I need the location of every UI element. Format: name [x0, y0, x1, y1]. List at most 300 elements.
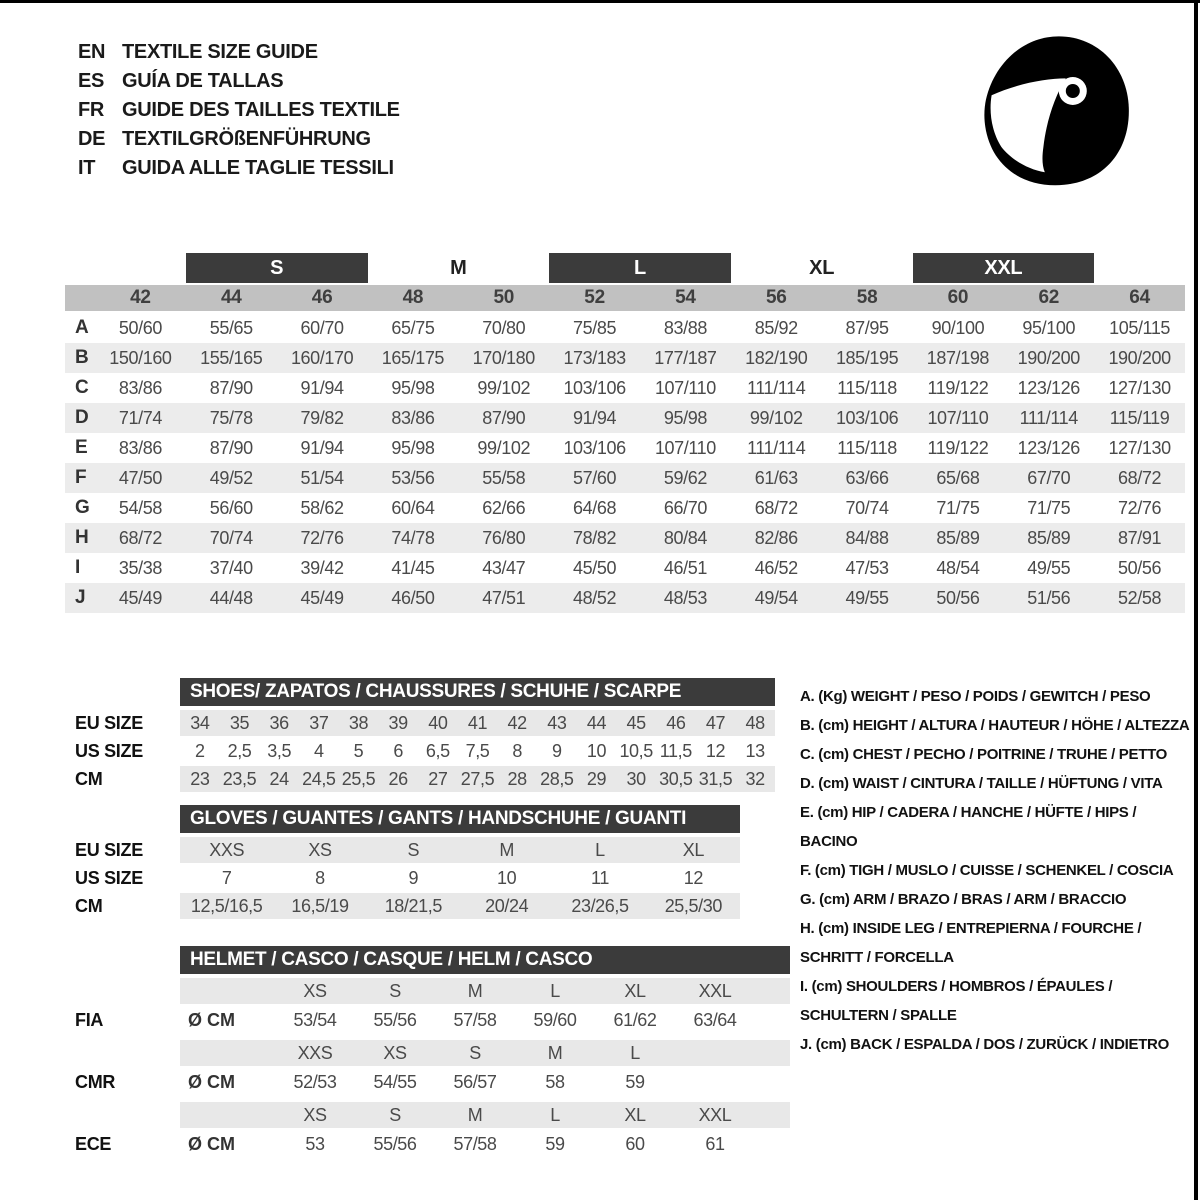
- helmet-table: [180, 946, 790, 1164]
- measure-value: 71/74: [118, 407, 162, 428]
- shoes-title: SHOES/ ZAPATOS / CHAUSSURES / SCHUHE / SCARPE: [180, 678, 775, 706]
- size-value: 10: [497, 867, 517, 888]
- helmet-value: 59: [545, 1133, 565, 1154]
- size-number-row: [65, 285, 1185, 311]
- measure-value: 87/91: [1118, 527, 1162, 548]
- measure-value: 68/72: [1118, 467, 1162, 488]
- size-value: 9: [408, 867, 419, 888]
- measure-value: 119/122: [927, 437, 989, 458]
- legend-list: [800, 682, 1192, 1059]
- measure-value: 48/54: [936, 557, 980, 578]
- shoes-table: [180, 678, 775, 794]
- measure-value: 115/118: [837, 377, 897, 398]
- measure-value: 95/98: [663, 407, 707, 428]
- measure-value: 95/98: [391, 437, 435, 458]
- measure-value: 87/90: [209, 377, 253, 398]
- size-number: 44: [220, 287, 242, 308]
- helmet-value: 55/56: [373, 1009, 417, 1030]
- helmet-value: 57/58: [453, 1133, 497, 1154]
- measure-value: 123/126: [1017, 377, 1080, 398]
- size-value: 39: [388, 712, 408, 733]
- size-value: 18/21,5: [384, 895, 442, 916]
- measure-value: 99/102: [749, 407, 803, 428]
- measure-value: 62/66: [482, 497, 526, 518]
- size-group-xxl: XXL: [913, 253, 1095, 283]
- measure-value: 43/47: [482, 557, 526, 578]
- measure-value: 84/88: [845, 527, 889, 548]
- shoes-table-rows: [180, 710, 775, 792]
- language-code: ES: [78, 70, 105, 92]
- helmet-size: XXL: [698, 980, 732, 1001]
- helmet-size-header-cmr: [180, 1040, 790, 1066]
- helmet-value: 53: [305, 1133, 325, 1154]
- size-value: 31,5: [698, 768, 733, 789]
- helmet-value: 58: [545, 1071, 565, 1092]
- measure-value: 63/66: [845, 467, 889, 488]
- size-value: 2,5: [227, 740, 252, 761]
- gloves-label-us-size: US SIZE: [75, 867, 143, 888]
- helmet-standard-fia: FIA: [75, 1009, 104, 1030]
- helmet-value: 56/57: [453, 1071, 497, 1092]
- helmet-standard-ece: ECE: [75, 1133, 112, 1154]
- measure-value: 95/98: [391, 377, 435, 398]
- helmet-table-rows: [180, 978, 790, 1158]
- measure-value: 190/200: [1108, 347, 1171, 368]
- size-value: 7,5: [465, 740, 490, 761]
- right-border-line: [1194, 0, 1198, 1200]
- measure-value: 70/74: [209, 527, 253, 548]
- size-value: L: [595, 839, 605, 860]
- size-number: 46: [311, 287, 333, 308]
- measure-value: 107/110: [927, 407, 989, 428]
- language-label: GUIDE DES TAILLES TEXTILE: [122, 99, 400, 121]
- measure-value: 187/198: [926, 347, 990, 368]
- helmet-size: L: [630, 1042, 640, 1063]
- measure-value: 68/72: [754, 497, 798, 518]
- helmet-value: 53/54: [293, 1009, 337, 1030]
- helmet-size: M: [547, 1042, 563, 1063]
- size-value: 5: [353, 740, 364, 761]
- size-value: 46: [666, 712, 686, 733]
- shoes-label-cm: CM: [75, 768, 103, 789]
- language-code: IT: [78, 157, 96, 179]
- spacer: [75, 1102, 180, 1130]
- size-value: 32: [745, 768, 765, 789]
- helmet-size: XXS: [297, 1042, 333, 1063]
- size-value: 44: [586, 712, 607, 733]
- size-value: 6,5: [425, 740, 450, 761]
- measure-value: 85/89: [1027, 527, 1071, 548]
- measure-value: 55/58: [482, 467, 526, 488]
- main-size-table: [65, 253, 1185, 613]
- helmet-value: 52/53: [293, 1071, 337, 1092]
- measure-value: 91/94: [300, 377, 344, 398]
- size-number: 58: [856, 287, 878, 308]
- helmet-side-labels: [75, 946, 180, 1164]
- gloves-label-cm: CM: [75, 895, 103, 916]
- size-group-row: [65, 253, 1185, 283]
- measure-value: 57/60: [573, 467, 617, 488]
- gloves-row-cm: [180, 893, 740, 919]
- size-value: 28,5: [540, 768, 574, 789]
- measure-value: 91/94: [300, 437, 344, 458]
- measure-value: 52/58: [1118, 587, 1162, 608]
- gloves-title: GLOVES / GUANTES / GANTS / HANDSCHUHE / GUANTI: [180, 805, 740, 833]
- legend-item: D. (cm) WAIST / CINTURA / TAILLE / HÜFTUNG / VITA: [800, 775, 1163, 792]
- measure-letter: F: [75, 467, 87, 488]
- diameter-unit: Ø CM: [188, 1071, 235, 1092]
- measure-value: 64/68: [573, 497, 617, 518]
- gloves-label-eu-size: EU SIZE: [75, 839, 143, 860]
- size-group-l: L: [549, 253, 731, 283]
- size-group-m: M: [450, 256, 467, 279]
- measure-value: 74/78: [391, 527, 435, 548]
- size-value: XXS: [209, 839, 245, 860]
- legend-item: G. (cm) ARM / BRAZO / BRAS / ARM / BRACCIO: [800, 891, 1127, 908]
- measure-value: 99/102: [477, 437, 531, 458]
- measure-value: 45/50: [573, 557, 617, 578]
- measure-value: 87/95: [845, 317, 889, 338]
- language-row-it: [78, 154, 400, 183]
- helmet-size: S: [389, 980, 401, 1001]
- helmet-size-header-ece: [180, 1102, 790, 1128]
- measure-value: 41/45: [391, 557, 435, 578]
- helmet-size: XS: [303, 1104, 327, 1125]
- size-value: S: [407, 839, 420, 860]
- size-value: 4: [314, 740, 324, 761]
- measure-value: 47/53: [845, 557, 889, 578]
- measure-value: 50/56: [936, 587, 980, 608]
- measure-value: 60/64: [391, 497, 435, 518]
- helmet-value: 55/56: [373, 1133, 417, 1154]
- language-list: [78, 38, 400, 183]
- helmet-size: M: [467, 1104, 483, 1125]
- helmet-value: 61/62: [613, 1009, 657, 1030]
- measure-value: 170/180: [472, 347, 535, 368]
- helmet-value: 54/55: [373, 1071, 417, 1092]
- measure-value: 72/76: [1118, 497, 1162, 518]
- helmet-value: 59: [625, 1071, 645, 1092]
- measure-letter: D: [75, 407, 89, 428]
- measure-value: 83/86: [391, 407, 435, 428]
- measure-value: 51/54: [300, 467, 344, 488]
- measure-value: 48/52: [573, 587, 617, 608]
- size-value: 41: [467, 712, 488, 733]
- helmet-section: [75, 946, 790, 1154]
- size-value: 37: [309, 712, 329, 733]
- size-value: 13: [745, 740, 765, 761]
- measure-value: 49/55: [1027, 557, 1071, 578]
- measure-value: 160/170: [290, 347, 354, 368]
- measure-value: 82/86: [754, 527, 798, 548]
- size-value: 42: [507, 712, 527, 733]
- measure-row-g: [65, 493, 1185, 523]
- measure-value: 72/76: [300, 527, 344, 548]
- size-value: 27,5: [460, 768, 495, 789]
- language-label: GUIDA ALLE TAGLIE TESSILI: [122, 157, 394, 179]
- measure-value: 90/100: [931, 317, 985, 338]
- size-value: 48: [745, 712, 765, 733]
- size-value: 43: [547, 712, 567, 733]
- diameter-unit: Ø CM: [188, 1133, 235, 1154]
- language-code: FR: [78, 99, 105, 121]
- size-value: 40: [428, 712, 448, 733]
- helmet-value: 59/60: [533, 1009, 577, 1030]
- measure-letter: B: [75, 347, 89, 368]
- measure-value: 70/74: [845, 497, 889, 518]
- measure-value: 177/187: [654, 347, 717, 368]
- measure-value: 103/106: [563, 437, 626, 458]
- helmet-size: XS: [303, 980, 327, 1001]
- measure-value: 65/75: [391, 317, 435, 338]
- measure-value: 58/62: [300, 497, 344, 518]
- measure-value: 46/52: [754, 557, 798, 578]
- measure-value: 78/82: [573, 527, 617, 548]
- measure-value: 83/86: [118, 437, 162, 458]
- size-value: 27: [428, 768, 448, 789]
- measure-row-i: [65, 553, 1185, 583]
- size-number: 42: [130, 287, 151, 308]
- measure-value: 49/55: [845, 587, 889, 608]
- size-value: M: [499, 839, 514, 860]
- helmet-size: XL: [624, 1104, 646, 1125]
- language-row-es: [78, 67, 400, 96]
- legend-item: A. (Kg) WEIGHT / PESO / POIDS / GEWITCH / PESO: [800, 688, 1151, 705]
- measure-value: 105/115: [1109, 317, 1171, 338]
- helmet-size-header-fia: [180, 978, 790, 1004]
- measure-value: 48/53: [663, 587, 707, 608]
- measure-row-d: [65, 403, 1185, 433]
- measure-value: 111/114: [747, 377, 806, 398]
- measure-value: 182/190: [745, 347, 808, 368]
- measure-value: 79/82: [300, 407, 344, 428]
- measure-value: 85/89: [936, 527, 980, 548]
- measure-value: 83/86: [118, 377, 162, 398]
- measure-value: 103/106: [563, 377, 626, 398]
- size-value: XL: [682, 839, 704, 860]
- measure-row-f: [65, 463, 1185, 493]
- diameter-unit: Ø CM: [188, 1009, 235, 1030]
- measure-letter: H: [75, 527, 89, 548]
- size-value: 23: [190, 768, 210, 789]
- measure-value: 75/78: [209, 407, 253, 428]
- gloves-table: [180, 805, 740, 921]
- size-group-s: S: [186, 253, 368, 283]
- size-value: 12,5/16,5: [190, 895, 263, 916]
- measure-value: 190/200: [1017, 347, 1080, 368]
- size-value: 2: [195, 740, 205, 761]
- measure-value: 54/58: [118, 497, 162, 518]
- measure-value: 75/85: [573, 317, 617, 338]
- size-value: 16,5/19: [291, 895, 349, 916]
- measure-value: 56/60: [209, 497, 253, 518]
- size-value: 9: [552, 740, 562, 761]
- measure-value: 70/80: [482, 317, 526, 338]
- measure-value: 45/49: [300, 587, 344, 608]
- spacer: [75, 978, 180, 1006]
- shoes-label-us-size: US SIZE: [75, 740, 143, 761]
- measure-value: 185/195: [835, 347, 899, 368]
- size-value: 47: [705, 712, 726, 733]
- measure-row-c: [65, 373, 1185, 403]
- measure-value: 50/60: [118, 317, 162, 338]
- measure-row-e: [65, 433, 1185, 463]
- helmet-values-fia: [180, 1006, 790, 1034]
- measure-value: 107/110: [654, 437, 716, 458]
- measure-value: 37/40: [209, 557, 253, 578]
- measure-value: 85/92: [754, 317, 798, 338]
- measure-value: 46/50: [391, 587, 435, 608]
- size-value: 25,5: [341, 768, 376, 789]
- size-value: 8: [315, 867, 325, 888]
- helmet-value: 60: [625, 1133, 645, 1154]
- measure-value: 68/72: [118, 527, 162, 548]
- measure-value: 123/126: [1017, 437, 1080, 458]
- measure-value: 35/38: [118, 557, 162, 578]
- gloves-side-labels: [75, 805, 180, 921]
- spacer: [75, 1040, 180, 1068]
- measure-value: 59/62: [663, 467, 707, 488]
- size-number: 54: [675, 287, 696, 308]
- measure-value: 150/160: [109, 347, 172, 368]
- measure-value: 66/70: [663, 497, 707, 518]
- measure-value: 76/80: [482, 527, 526, 548]
- size-number: 50: [493, 287, 515, 308]
- measure-value: 51/56: [1027, 587, 1071, 608]
- language-code: EN: [78, 41, 106, 63]
- language-row-de: [78, 125, 400, 154]
- size-value: 7: [221, 867, 232, 888]
- measure-value: 80/84: [663, 527, 707, 548]
- size-value: 23/26,5: [571, 895, 629, 916]
- helmet-size: S: [389, 1104, 401, 1125]
- measure-value: 45/49: [118, 587, 162, 608]
- helmet-values-ece: [180, 1130, 790, 1158]
- size-value: 25,5/30: [664, 895, 722, 916]
- gloves-row-us-size: [180, 865, 740, 891]
- shoes-section: [75, 678, 775, 798]
- measure-value: 99/102: [477, 377, 531, 398]
- top-border-line: [0, 0, 1200, 3]
- size-value: 23,5: [222, 768, 257, 789]
- measure-value: 91/94: [573, 407, 617, 428]
- helmet-size: M: [467, 980, 483, 1001]
- measure-value: 111/114: [747, 437, 806, 458]
- helmet-size: XXL: [698, 1104, 732, 1125]
- measure-row-j: [65, 583, 1185, 613]
- measure-value: 61/63: [754, 467, 798, 488]
- measure-value: 111/114: [1019, 407, 1078, 428]
- size-value: 10: [586, 740, 607, 761]
- measure-value: 115/118: [837, 437, 897, 458]
- language-code: DE: [78, 128, 106, 150]
- measure-value: 44/48: [209, 587, 253, 608]
- helmet-value: 57/58: [453, 1009, 497, 1030]
- size-value: 36: [269, 712, 289, 733]
- measure-letter: J: [75, 587, 86, 608]
- measure-value: 65/68: [936, 467, 980, 488]
- shoes-row-eu-size: [180, 710, 775, 736]
- measure-value: 173/183: [563, 347, 626, 368]
- measure-value: 87/90: [209, 437, 253, 458]
- shoes-side-labels: [75, 678, 180, 794]
- measure-value: 50/56: [1118, 557, 1162, 578]
- shoes-row-cm: [180, 766, 775, 792]
- measure-row-b: [65, 343, 1185, 373]
- measure-letter: A: [75, 317, 89, 338]
- size-number: 62: [1038, 287, 1060, 308]
- helmet-size: L: [550, 1104, 560, 1125]
- measure-letter: G: [75, 497, 90, 518]
- legend-item: C. (cm) CHEST / PECHO / POITRINE / TRUHE / PETTO: [800, 746, 1168, 763]
- helmet-value: 61: [705, 1133, 725, 1154]
- size-value: 30,5: [659, 768, 693, 789]
- measure-letter: I: [75, 557, 81, 578]
- helmet-size: XL: [624, 980, 646, 1001]
- size-value: 11: [591, 867, 609, 888]
- measure-value: 87/90: [482, 407, 526, 428]
- size-value: 6: [393, 740, 403, 761]
- size-value: 12: [705, 740, 726, 761]
- size-value: 34: [190, 712, 210, 733]
- measure-value: 127/130: [1108, 377, 1171, 398]
- helmet-size: XS: [383, 1042, 407, 1063]
- legend-item: J. (cm) BACK / ESPALDA / DOS / ZURÜCK / INDIETRO: [800, 1036, 1169, 1053]
- measure-value: 155/165: [200, 347, 263, 368]
- measure-value: 39/42: [300, 557, 344, 578]
- helmet-size: S: [469, 1042, 481, 1063]
- measure-value: 49/52: [209, 467, 253, 488]
- measure-value: 119/122: [927, 377, 989, 398]
- measure-value: 103/106: [835, 407, 899, 428]
- measure-value: 83/88: [663, 317, 707, 338]
- measure-value: 95/100: [1022, 317, 1076, 338]
- helmet-title: HELMET / CASCO / CASQUE / HELM / CASCO: [180, 946, 790, 974]
- size-number: 48: [402, 287, 424, 308]
- size-number: 64: [1129, 287, 1150, 308]
- size-value: XS: [308, 839, 332, 860]
- shoes-label-eu-size: EU SIZE: [75, 712, 143, 733]
- measure-letter: C: [75, 377, 89, 398]
- legend-item: B. (cm) HEIGHT / ALTURA / HAUTEUR / HÖHE / ALTEZZA: [800, 717, 1190, 734]
- language-row-en: [78, 38, 400, 67]
- measure-row-a: [65, 313, 1185, 343]
- size-value: 29: [586, 768, 607, 789]
- legend-item: I. (cm) SHOULDERS / HOMBROS / ÉPAULES / SCHULTERN / SPALLE: [800, 978, 1113, 1024]
- measure-value: 47/50: [118, 467, 162, 488]
- measure-value: 115/119: [1109, 407, 1170, 428]
- gloves-section: [75, 805, 740, 925]
- size-number: 56: [765, 287, 787, 308]
- legend-item: E. (cm) HIP / CADERA / HANCHE / HÜFTE / HIPS / BACINO: [800, 804, 1137, 850]
- helmet-size: L: [550, 980, 560, 1001]
- size-value: 26: [388, 768, 408, 789]
- helmet-values-cmr: [180, 1068, 790, 1096]
- helmet-value: 63/64: [693, 1009, 737, 1030]
- measure-value: 55/65: [209, 317, 253, 338]
- racing-helmet-icon: [972, 28, 1140, 196]
- measure-value: 53/56: [391, 467, 435, 488]
- size-value: 28: [507, 768, 527, 789]
- size-value: 35: [229, 712, 250, 733]
- size-value: 8: [512, 740, 522, 761]
- size-value: 12: [683, 867, 703, 888]
- size-value: 38: [348, 712, 369, 733]
- size-value: 24: [269, 768, 289, 789]
- measure-letter: E: [75, 437, 88, 458]
- size-value: 10,5: [619, 740, 653, 761]
- gloves-table-rows: [180, 837, 740, 919]
